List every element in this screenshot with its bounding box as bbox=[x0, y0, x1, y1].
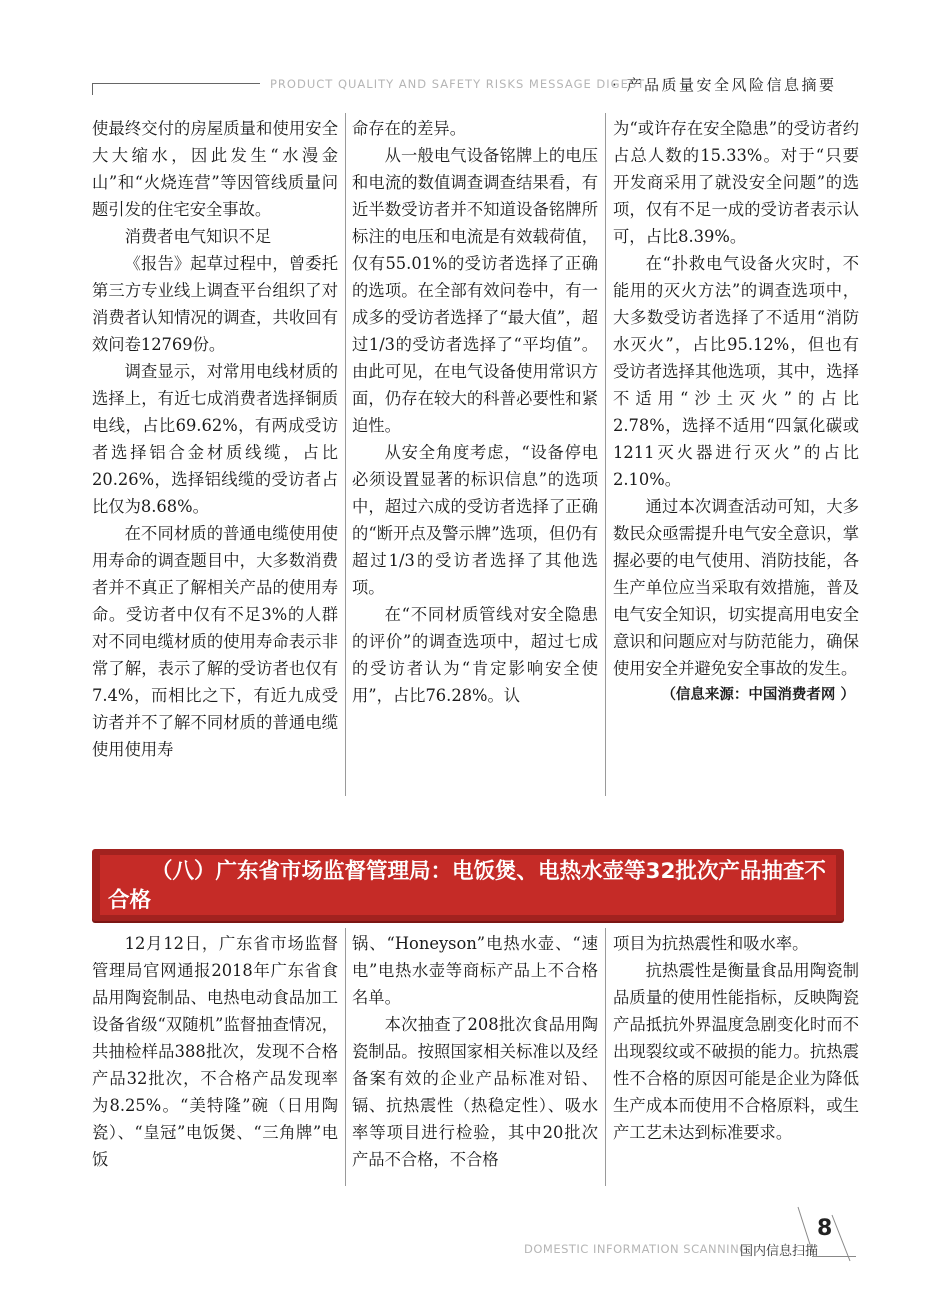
column-divider bbox=[605, 113, 606, 796]
paragraph: 项目为抗热震性和吸水率。 bbox=[613, 934, 809, 953]
paragraph: 通过本次调查活动可知，大多数民众亟需提升电气安全意识，掌握必要的电气使用、消防技能，各生产单位应当采取有效措施，普及电气安全知识，切实提高用电安全意识和问题应对与防范能力，确保使用安全并避免安全事故的发生。 bbox=[613, 497, 859, 678]
article2-column-3 bbox=[613, 930, 859, 1146]
header-english-title: PRODUCT QUALITY AND SAFETY RISKS MESSAGE DIGEST bbox=[270, 77, 646, 91]
header-tick bbox=[92, 83, 93, 95]
article2-title-banner bbox=[92, 849, 844, 921]
article1-column-2 bbox=[352, 115, 598, 709]
article2-column-2 bbox=[352, 930, 598, 1173]
paragraph: 使最终交付的房屋质量和使用安全大大缩水，因此发生“水漫金山”和“火烧连营”等因管线质量问题引发的住宅安全事故。 bbox=[92, 119, 338, 219]
section-subheading: 消费者电气知识不足 bbox=[124, 227, 272, 246]
header-chinese-title: · 产品质量安全风险信息摘要 bbox=[612, 76, 837, 94]
article2-column-1 bbox=[92, 930, 338, 1173]
paragraph: 调查显示，对常用电线材质的选择上，有近七成消费者选择铜质电线，占比69.62%，有两成受访者选择铝合金材质线缆，占比20.26%，选择铝线缆的受访者占比仅为8.68%。 bbox=[92, 362, 338, 516]
paragraph: 在不同材质的普通电缆使用使用寿命的调查题目中，大多数消费者并不真正了解相关产品的使用寿命。受访者中仅有不足3%的人群对不同电缆材质的使用寿命表示非常了解，表示了解的受访者也仅有7.4%，而相比之下，有近九成受访者并不了解不同材质的普通电缆使用使用寿 bbox=[92, 524, 338, 759]
article1-column-1 bbox=[92, 115, 338, 763]
article2-title: （八）广东省市场监督管理局：电饭煲、电热水壶等32批次产品抽查不合格 bbox=[108, 859, 826, 913]
paragraph: 从一般电气设备铭牌上的电压和电流的数值调查调查结果看，有近半数受访者并不知道设备铭牌所标注的电压和电流是有效载荷值，仅有55.01%的受访者选择了正确的选项。在全部有效问卷中，有一成多的受访者选择了“最大值”，超过1/3的受访者选择了“平均值”。由此可见，在电气设备使用常识方面，仍存在较大的科普必要性和紧迫性。 bbox=[352, 146, 598, 435]
paragraph: 命存在的差异。 bbox=[352, 119, 466, 138]
paragraph: 锅、“Honeyson”电热水壶、“速电”电热水壶等商标产品上不合格名单。 bbox=[352, 934, 598, 1007]
paragraph: 从安全角度考虑，“设备停电必须设置显著的标识信息”的选项中，超过六成的受访者选择了正确的“断开点及警示牌”选项，但仍有超过1/3的受访者选择了其他选项。 bbox=[352, 443, 598, 597]
header-rule bbox=[92, 83, 260, 84]
page-number: 8 bbox=[817, 1216, 833, 1241]
info-source: （信息来源：中国消费者网 ） bbox=[661, 687, 855, 703]
column-divider bbox=[345, 113, 346, 796]
article1-column-3 bbox=[613, 115, 859, 709]
footer-chinese-section: 国内信息扫描 bbox=[740, 1244, 819, 1259]
paragraph: 12月12日，广东省市场监督管理局官网通报2018年广东省食品用陶瓷制品、电热电动食品加工设备省级“双随机”监督抽查情况，共抽检样品388批次，发现不合格产品32批次，不合格产品发现率为8.25%。“美特隆”碗（日用陶瓷）、“皇冠”电饭煲、“三角牌”电饭 bbox=[92, 934, 338, 1169]
column-divider bbox=[345, 928, 346, 1186]
column-divider bbox=[605, 928, 606, 1186]
paragraph: 在“扑救电气设备火灾时，不能用的灭火方法”的调查选项中，大多数受访者选择了不适用“消防水灭火”，占比95.12%，但也有受访者选择其他选项，其中，选择不适用“沙土灭火”的占比2.78%，选择不适用“四氯化碳或1211灭火器进行灭火”的占比2.10%。 bbox=[613, 254, 859, 489]
paragraph: 本次抽查了208批次食品用陶瓷制品。按照国家相关标准以及经备案有效的企业产品标准对铅、镉、抗热震性（热稳定性）、吸水率等项目进行检验，其中20批次产品不合格，不合格 bbox=[352, 1015, 598, 1169]
paragraph: 抗热震性是衡量食品用陶瓷制品质量的使用性能指标，反映陶瓷产品抵抗外界温度急剧变化时而不出现裂纹或不破损的能力。抗热震性不合格的原因可能是企业为降低生产成本而使用不合格原料，或生产工艺未达到标准要求。 bbox=[613, 961, 859, 1142]
footer-english-section: DOMESTIC INFORMATION SCANNING bbox=[524, 1242, 749, 1256]
paragraph: 为“或许存在安全隐患”的受访者约占总人数的15.33%。对于“只要开发商采用了就没安全问题”的选项，仅有不足一成的受访者表示认可，占比8.39%。 bbox=[613, 119, 859, 246]
paragraph: 在“不同材质管线对安全隐患的评价”的调查选项中，超过七成的受访者认为“肯定影响安全使用”，占比76.28%。认 bbox=[352, 605, 598, 705]
paragraph: 《报告》起草过程中，曾委托第三方专业线上调查平台组织了对消费者认知情况的调查，共收回有效问卷12769份。 bbox=[92, 254, 338, 354]
